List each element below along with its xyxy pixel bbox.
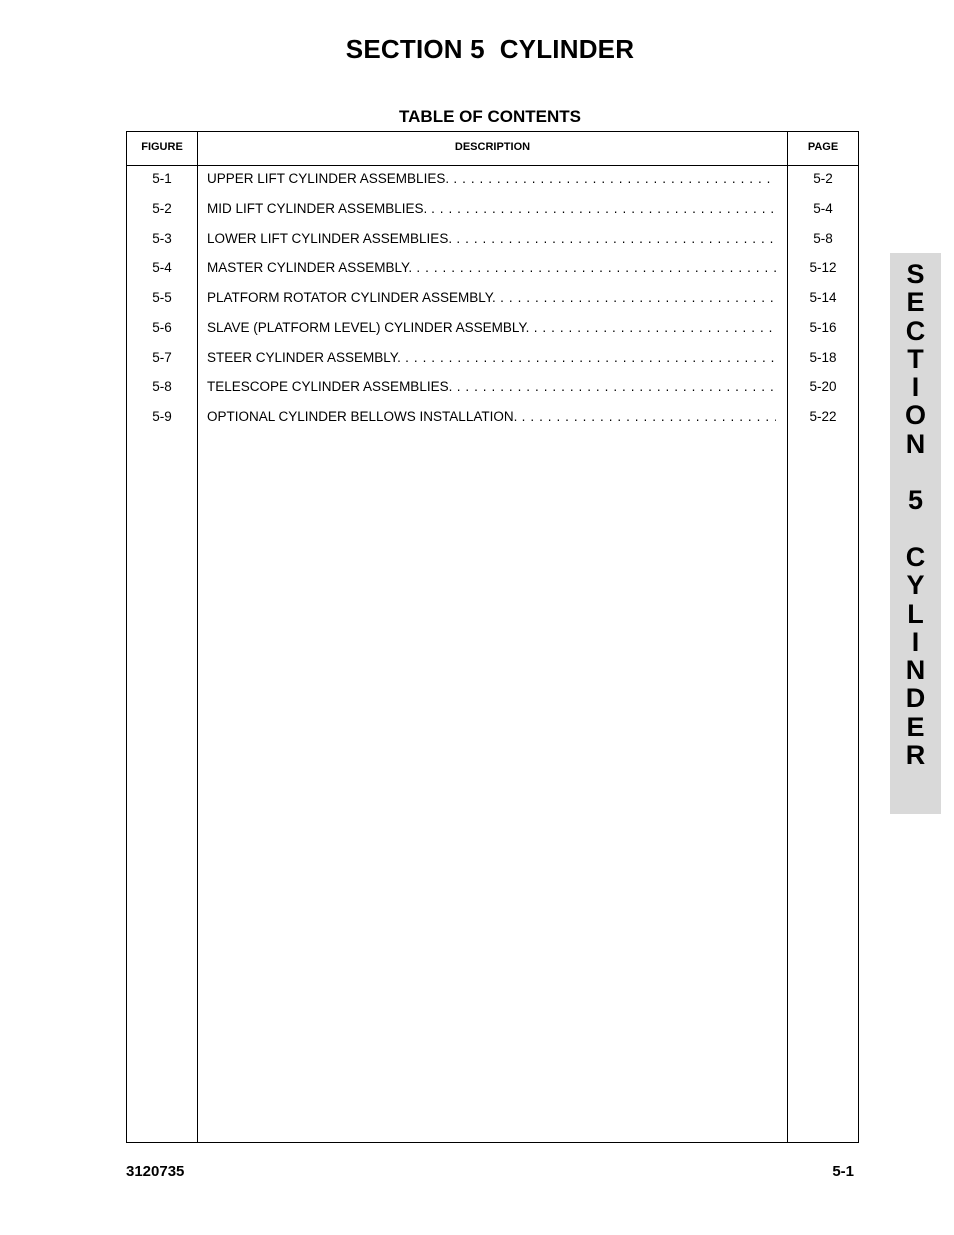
figure-description: SLAVE (PLATFORM LEVEL) CYLINDER ASSEMBLY. . . . [207, 319, 776, 337]
page-reference: 5-2 [813, 171, 833, 186]
figure-number: 5-4 [152, 260, 172, 276]
page-reference: 5-4 [813, 200, 833, 216]
side-tab-letter: E [906, 287, 925, 318]
document-number: 3120735 [126, 1163, 185, 1180]
toc-row [127, 408, 858, 438]
figure-description: STEER CYLINDER ASSEMBLY. . . . [207, 349, 776, 367]
figure-description: PLATFORM ROTATOR CYLINDER ASSEMBLY. . . . [207, 289, 776, 307]
side-tab-letter: I [911, 626, 920, 657]
side-tab-letter: L [907, 598, 924, 629]
figure-number: 5-1 [152, 171, 172, 186]
side-tab-letter: E [906, 711, 925, 742]
toc-row [127, 289, 858, 319]
figure-number: 5-5 [152, 290, 172, 305]
page-reference: 5-20 [809, 379, 837, 395]
figure-description: OPTIONAL CYLINDER BELLOWS INSTALLATION. . . . [207, 408, 776, 426]
toc-row [127, 170, 858, 200]
side-tab-letter: C [905, 315, 926, 346]
header-description: DESCRIPTION [454, 141, 531, 153]
side-tab-letter: I [911, 372, 920, 403]
side-tab-letter: T [907, 343, 924, 374]
side-tab-letter: C [905, 541, 926, 572]
figure-number: 5-6 [152, 319, 172, 335]
page-reference: 5-8 [813, 230, 833, 246]
toc-row [127, 200, 858, 230]
toc-row [127, 319, 858, 349]
side-tab-letter [890, 515, 941, 543]
figure-number: 5-8 [152, 379, 172, 395]
side-tab-letter [890, 458, 941, 486]
figure-description: UPPER LIFT CYLINDER ASSEMBLIES. . . . [207, 170, 776, 188]
section-title: SECTION 5 CYLINDER [345, 34, 635, 64]
header-divider [127, 165, 858, 166]
toc-row [127, 230, 858, 260]
side-tab-letter: D [905, 683, 926, 714]
figure-description: MASTER CYLINDER ASSEMBLY. . . . [207, 259, 776, 277]
figure-description: TELESCOPE CYLINDER ASSEMBLIES. . . . [207, 378, 776, 396]
page-reference: 5-14 [809, 290, 837, 305]
side-tab-letter: Y [906, 570, 925, 601]
page-reference: 5-16 [809, 319, 837, 335]
figure-description: MID LIFT CYLINDER ASSEMBLIES. . . . [207, 200, 776, 218]
figure-number: 5-7 [152, 349, 172, 365]
page-reference: 5-12 [809, 260, 837, 276]
side-tab-letter: S [906, 259, 925, 289]
page-reference: 5-22 [809, 409, 837, 424]
side-tab-letter: R [905, 740, 926, 771]
page-number: 5-1 [832, 1163, 854, 1180]
side-tab-letters [890, 260, 941, 769]
toc-row [127, 349, 858, 379]
toc-rows [127, 170, 858, 438]
figure-description: LOWER LIFT CYLINDER ASSEMBLIES. . . . [207, 230, 776, 248]
toc-table [126, 131, 859, 1143]
header-page: PAGE [807, 141, 839, 153]
figure-number: 5-3 [152, 230, 172, 246]
side-tab-letter: O [904, 400, 926, 431]
side-tab-letter: 5 [907, 485, 924, 516]
toc-row [127, 259, 858, 289]
page-reference: 5-18 [809, 349, 837, 365]
figure-number: 5-2 [152, 200, 172, 216]
figure-number: 5-9 [152, 409, 172, 424]
side-tab-letter: N [905, 428, 926, 459]
toc-row [127, 378, 858, 408]
header-figure: FIGURE [141, 141, 183, 153]
section-side-tab [890, 253, 941, 814]
toc-title: TABLE OF CONTENTS [399, 107, 581, 126]
side-tab-letter: N [905, 655, 926, 686]
